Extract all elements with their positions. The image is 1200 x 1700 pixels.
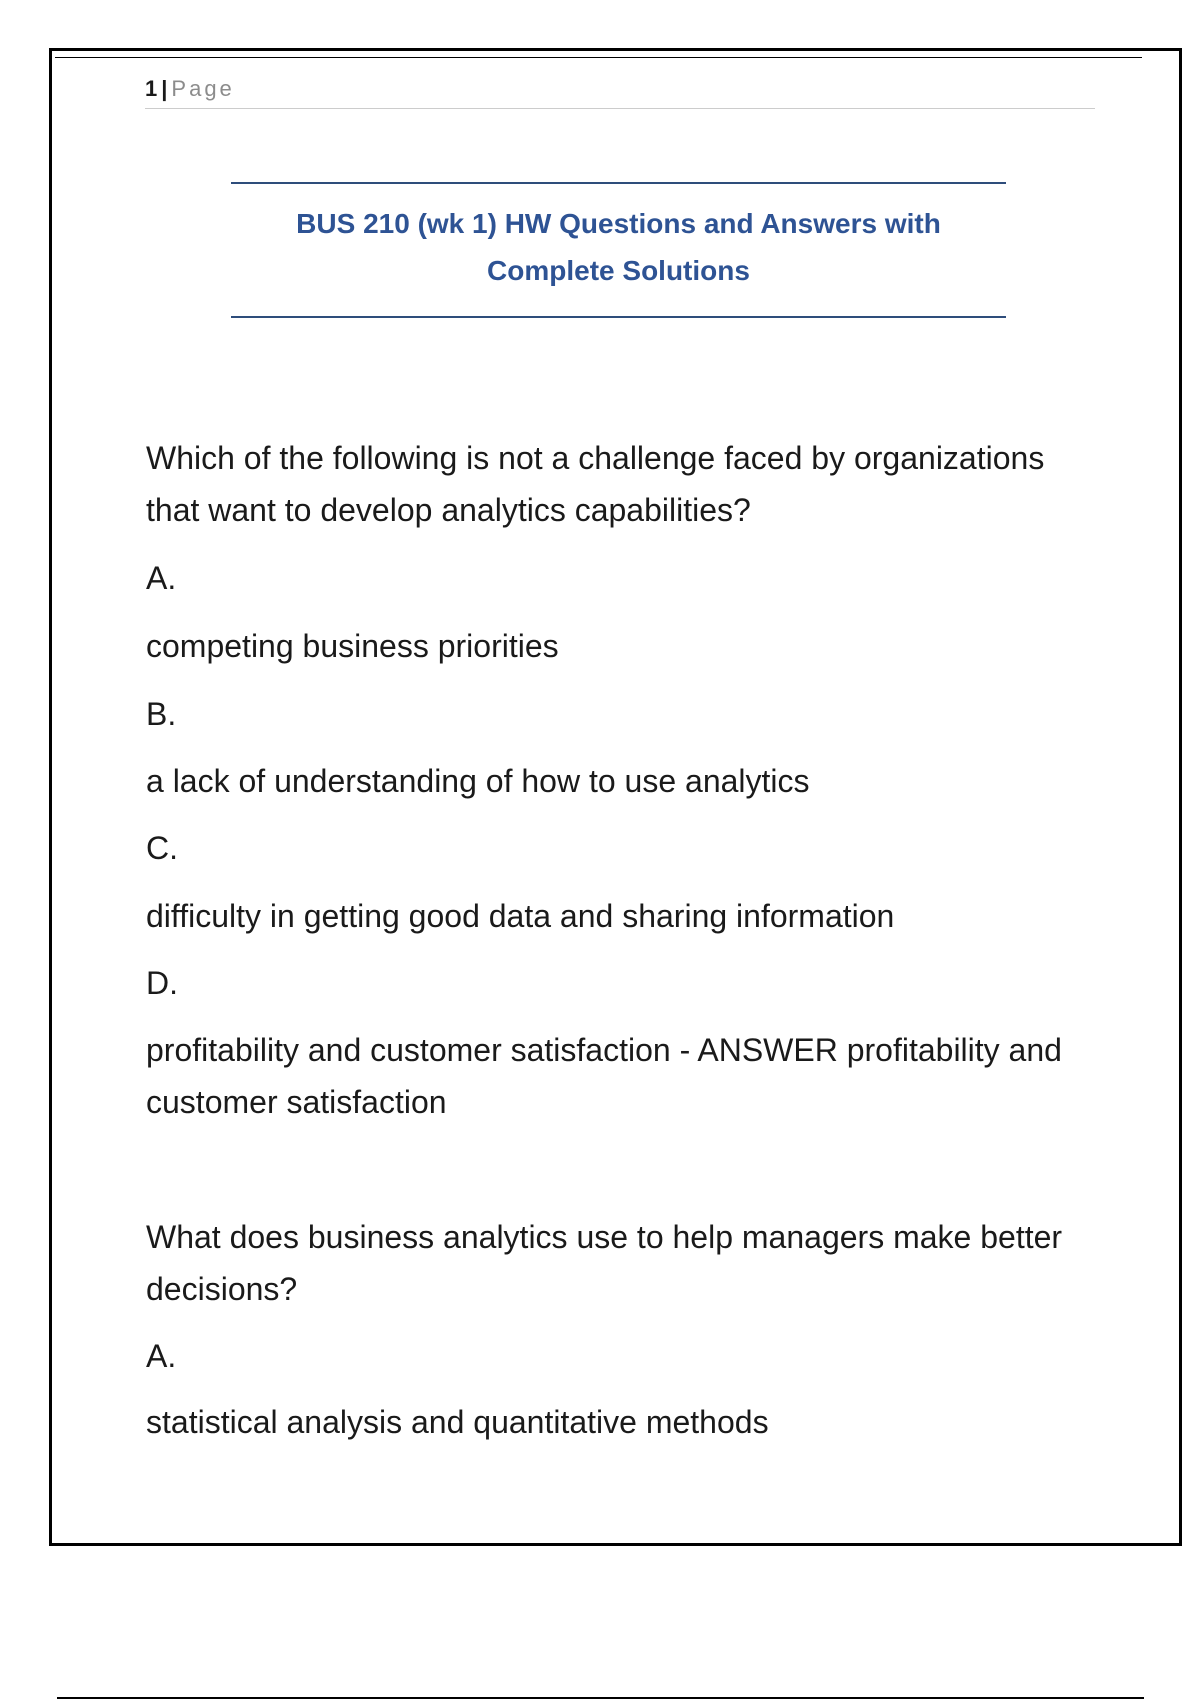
page-label: Page [171,76,235,101]
title-top-rule [231,182,1006,184]
title-bottom-rule [231,316,1006,318]
question-1-text: Which of the following is not a challenge faced by organizations that want to develop analytics capabilities? [146,440,1045,528]
question-1-option-d-text: profitability and customer satisfaction - ANSWER profitability and customer satisfaction [146,1032,1062,1120]
header-top-rule [55,57,1142,58]
document-title-line-2: Complete Solutions [487,255,750,286]
page-number: 1 [145,76,158,101]
document-title-line-1: BUS 210 (wk 1) HW Questions and Answers with [296,208,941,239]
question-1-option-a-text: competing business priorities [146,628,559,664]
question-1-option-c-letter: C. [146,830,178,866]
document-title [231,200,1006,294]
question-1-option-d-letter: D. [146,965,178,1001]
question-1-option-c-text: difficulty in getting good data and sharing information [146,898,895,934]
page-bottom-rule [57,1697,1144,1699]
question-2-text: What does business analytics use to help managers make better decisions? [146,1219,1063,1307]
page-number-separator: | [161,76,168,101]
question-1-option-b-letter: B. [146,696,177,732]
question-2-option-a-letter: A. [146,1338,177,1374]
question-1-option-b-text: a lack of understanding of how to use analytics [146,763,810,799]
page-header [145,74,1095,109]
question-1-option-a-letter: A. [146,560,177,596]
question-2-option-a-text: statistical analysis and quantitative methods [146,1404,769,1440]
